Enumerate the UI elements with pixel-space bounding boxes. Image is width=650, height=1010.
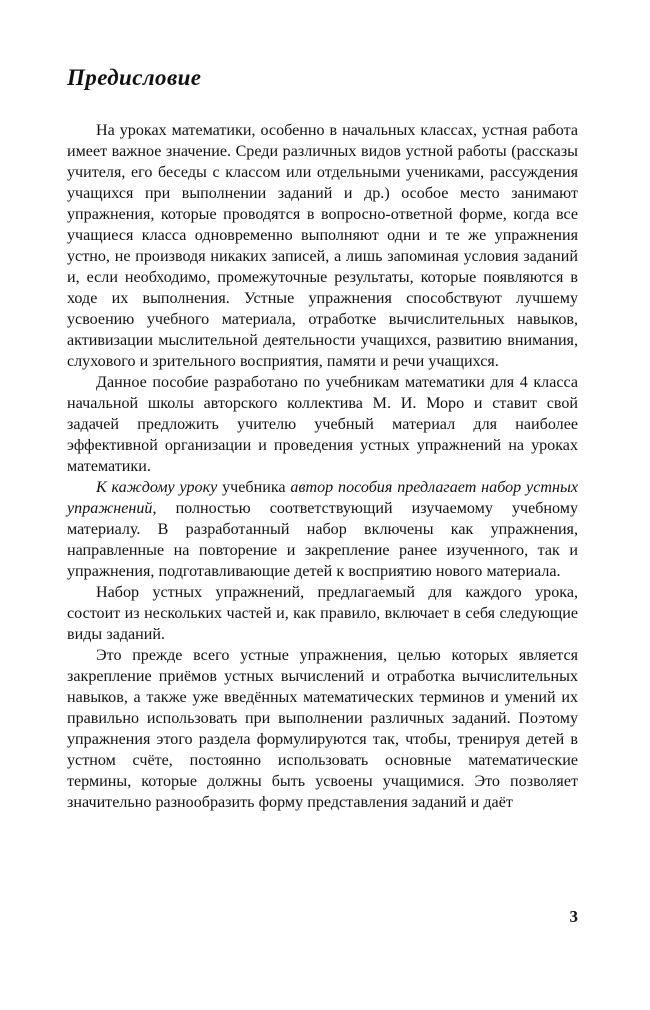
paragraph-5: Это прежде всего устные упражнения, целью которых является закрепление приёмов устных вычислений и отработка вычислительных навыков, а также уже введённых математических терминов и умений их правильно использовать при выполнении различных заданий. Поэтому упражнения этого раздела формулируются так, чтобы, тренируя детей в устном счёте, постоянно использовать основные математические термины, которые должны быть усвоены учащимися. Это позволяет значительно разнообразить форму представления заданий и даёт — [67, 647, 578, 811]
paragraph-1: На уроках математики, особенно в начальных классах, устная работа имеет важное значение. Среди различных видов устной работы (рассказы учителя, его беседы с классом или отдельными учениками, рассуждения учащихся при выполнении заданий и др.) особое место занимают упражнения, которые проводятся в вопросно-ответной форме, когда все учащиеся класса одновременно выполняют одни и те же упражнения устно, не производя никаких записей, а лишь запоминая условия заданий и, если необходимо, промежуточные результаты, которые появляются в ходе их выполнения. Устные упражнения способствуют лучшему усвоению учебного материала, отработке вычислительных навыков, активизации мыслительной деятельности учащихся, развитию внимания, слухового и зрительного восприятия, памяти и речи учащихся. — [67, 122, 578, 370]
page-content — [67, 64, 578, 813]
page-title: Предисловие — [67, 65, 202, 90]
paragraph-4: Набор устных упражнений, предлагаемый для каждого урока, состоит из нескольких частей и, как правило, включает в себя следующие виды заданий. — [67, 584, 578, 643]
paragraph-3-roman-run-2: , полностью соответствующий изучаемому учебному материалу. В разработанный набор включены как упражнения, направленные на повторение и закрепление ранее изученного, так и упражнения, подготавливающие детей к восприятию нового материала. — [67, 500, 578, 580]
paragraph-3-roman-run-1: учебника — [217, 479, 291, 496]
body-text-block — [67, 120, 578, 813]
paragraph-3-italic-run-1: К каждому уроку — [96, 479, 218, 496]
page-number: 3 — [569, 907, 578, 926]
paragraph-3-italic-run-2: автор пособия предлагает набор устных упражнений — [67, 479, 578, 517]
paragraph-2: Данное пособие разработано по учебникам математики для 4 класса начальной школы авторского коллектива М. И. Моро и ставит свой задачей предложить учителю учебный материал для наиболее эффективной организации и проведения устных упражнений на уроках математики. — [67, 374, 578, 475]
paragraph-3 — [67, 477, 578, 582]
